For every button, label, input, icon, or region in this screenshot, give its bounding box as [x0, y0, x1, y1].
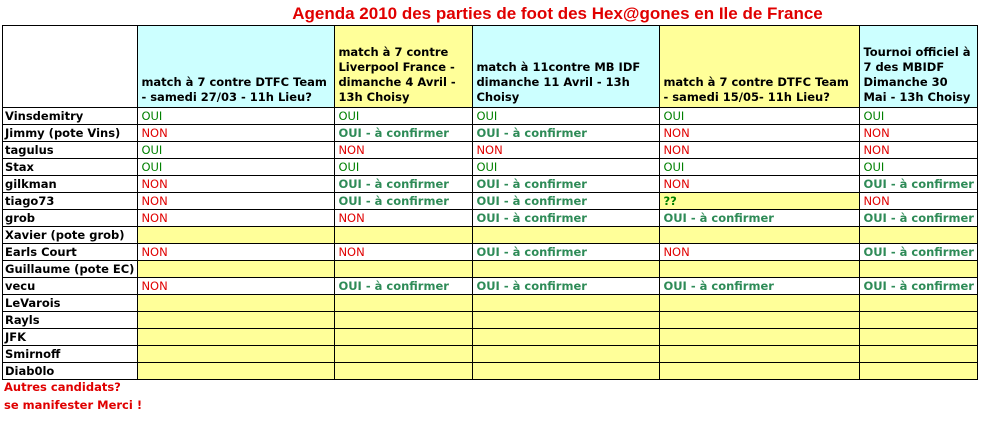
player-name-cell[interactable]: Rayls [3, 312, 138, 329]
footer-line-1: Autres candidats? [4, 380, 121, 394]
player-name-cell[interactable]: tiago73 [3, 193, 138, 210]
availability-cell[interactable] [138, 329, 335, 346]
availability-cell[interactable] [660, 329, 860, 346]
availability-cell[interactable]: NON [335, 244, 473, 261]
availability-cell[interactable]: OUI - à confirmer [473, 210, 660, 227]
availability-cell[interactable] [138, 312, 335, 329]
availability-cell[interactable] [335, 329, 473, 346]
table-row [3, 193, 978, 210]
availability-cell[interactable] [860, 227, 978, 244]
availability-cell[interactable] [473, 346, 660, 363]
availability-cell[interactable] [138, 261, 335, 278]
availability-cell[interactable]: OUI - à confirmer [860, 176, 978, 193]
availability-cell[interactable]: OUI - à confirmer [860, 210, 978, 227]
availability-cell[interactable]: NON [138, 176, 335, 193]
table-row [3, 210, 978, 227]
table-row [3, 346, 978, 363]
availability-cell[interactable]: OUI - à confirmer [660, 210, 860, 227]
availability-cell[interactable]: NON [660, 142, 860, 159]
availability-cell[interactable]: OUI - à confirmer [335, 193, 473, 210]
availability-cell[interactable]: OUI [860, 159, 978, 176]
availability-cell[interactable]: OUI [473, 108, 660, 125]
availability-cell[interactable]: OUI [335, 108, 473, 125]
availability-cell[interactable]: OUI - à confirmer [473, 176, 660, 193]
availability-cell[interactable] [860, 312, 978, 329]
column-header[interactable]: match à 7 contre DTFC Team - samedi 27/03 - 11h Lieu? [138, 26, 335, 108]
availability-cell[interactable]: OUI - à confirmer [860, 278, 978, 295]
player-name-cell[interactable]: vecu [3, 278, 138, 295]
availability-cell[interactable] [138, 227, 335, 244]
table-row [3, 159, 978, 176]
availability-cell[interactable]: ?? [660, 193, 860, 210]
table-row [3, 176, 978, 193]
table-row [3, 261, 978, 278]
availability-cell[interactable] [860, 295, 978, 312]
table-row [3, 125, 978, 142]
availability-cell[interactable] [860, 363, 978, 380]
player-name-cell[interactable]: Earls Court [3, 244, 138, 261]
player-name-cell[interactable]: Vinsdemitry [3, 108, 138, 125]
header-row [3, 26, 978, 108]
player-name-cell[interactable]: Smirnoff [3, 346, 138, 363]
availability-cell[interactable]: OUI - à confirmer [473, 278, 660, 295]
availability-cell[interactable] [335, 261, 473, 278]
availability-cell[interactable]: OUI [660, 159, 860, 176]
availability-cell[interactable]: NON [860, 142, 978, 159]
availability-cell[interactable]: OUI [660, 108, 860, 125]
player-name-cell[interactable]: gilkman [3, 176, 138, 193]
availability-cell[interactable]: OUI - à confirmer [473, 244, 660, 261]
footer-line-2: se manifester Merci ! [4, 398, 143, 412]
table-row [3, 142, 978, 159]
table-row [3, 312, 978, 329]
availability-cell[interactable]: NON [473, 142, 660, 159]
availability-cell[interactable]: OUI [138, 159, 335, 176]
availability-cell[interactable]: OUI [138, 108, 335, 125]
column-header[interactable]: match à 7 contre DTFC Team - samedi 15/05- 11h Lieu? [660, 26, 860, 108]
availability-cell[interactable] [660, 312, 860, 329]
availability-cell[interactable] [660, 346, 860, 363]
availability-cell[interactable] [335, 346, 473, 363]
availability-cell[interactable] [473, 295, 660, 312]
agenda-table [2, 25, 978, 380]
availability-cell[interactable]: OUI [335, 159, 473, 176]
availability-cell[interactable]: NON [138, 278, 335, 295]
table-row [3, 227, 978, 244]
availability-cell[interactable] [335, 295, 473, 312]
player-name-cell[interactable]: Guillaume (pote EC) [3, 261, 138, 278]
availability-cell[interactable] [473, 227, 660, 244]
availability-cell[interactable]: OUI - à confirmer [335, 176, 473, 193]
availability-cell[interactable]: NON [138, 244, 335, 261]
availability-cell[interactable]: NON [138, 125, 335, 142]
availability-cell[interactable] [138, 363, 335, 380]
availability-cell[interactable]: OUI [138, 142, 335, 159]
table-row [3, 295, 978, 312]
availability-cell[interactable] [860, 329, 978, 346]
availability-cell[interactable] [473, 329, 660, 346]
availability-cell[interactable]: NON [860, 193, 978, 210]
table-row [3, 244, 978, 261]
availability-cell[interactable] [860, 346, 978, 363]
availability-cell[interactable]: NON [860, 125, 978, 142]
player-name-cell[interactable]: tagulus [3, 142, 138, 159]
availability-cell[interactable] [473, 312, 660, 329]
availability-cell[interactable] [660, 227, 860, 244]
availability-cell[interactable] [660, 261, 860, 278]
availability-cell[interactable]: OUI - à confirmer [335, 278, 473, 295]
availability-cell[interactable]: NON [138, 193, 335, 210]
availability-cell[interactable] [138, 295, 335, 312]
availability-cell[interactable]: OUI [860, 108, 978, 125]
availability-cell[interactable] [335, 312, 473, 329]
availability-cell[interactable]: OUI - à confirmer [660, 278, 860, 295]
availability-cell[interactable]: NON [660, 176, 860, 193]
availability-cell[interactable]: OUI - à confirmer [473, 125, 660, 142]
player-name-cell[interactable]: Xavier (pote grob) [3, 227, 138, 244]
player-name-cell[interactable]: Jimmy (pote Vins) [3, 125, 138, 142]
availability-cell[interactable]: NON [660, 125, 860, 142]
corner-cell[interactable] [3, 26, 138, 108]
availability-cell[interactable]: OUI - à confirmer [335, 125, 473, 142]
player-name-cell[interactable]: Stax [3, 159, 138, 176]
column-header[interactable]: match à 11contre MB IDF dimanche 11 Avril - 13h Choisy [473, 26, 660, 108]
player-name-cell[interactable]: grob [3, 210, 138, 227]
table-row [3, 278, 978, 295]
availability-cell[interactable] [660, 363, 860, 380]
table-row [3, 329, 978, 346]
availability-cell[interactable] [473, 261, 660, 278]
table-row [3, 363, 978, 380]
availability-cell[interactable]: NON [335, 142, 473, 159]
column-header[interactable]: match à 7 contre Liverpool France - dimanche 4 Avril - 13h Choisy [335, 26, 473, 108]
player-name-cell[interactable]: Diab0lo [3, 363, 138, 380]
column-header[interactable]: Tournoi officiel à 7 des MBIDF Dimanche 30 Mai - 13h Choisy [860, 26, 978, 108]
availability-cell[interactable]: NON [660, 244, 860, 261]
availability-cell[interactable]: OUI - à confirmer [473, 193, 660, 210]
availability-cell[interactable]: NON [138, 210, 335, 227]
availability-cell[interactable]: NON [335, 210, 473, 227]
availability-cell[interactable] [335, 227, 473, 244]
availability-cell[interactable] [860, 261, 978, 278]
player-name-cell[interactable]: JFK [3, 329, 138, 346]
availability-cell[interactable]: OUI [473, 159, 660, 176]
availability-cell[interactable] [335, 363, 473, 380]
player-name-cell[interactable]: LeVarois [3, 295, 138, 312]
table-row [3, 108, 978, 125]
availability-cell[interactable] [473, 363, 660, 380]
availability-cell[interactable] [138, 346, 335, 363]
availability-cell[interactable] [660, 295, 860, 312]
sheet-title: Agenda 2010 des parties de foot des Hex@gones en Ile de France [292, 4, 823, 23]
availability-cell[interactable]: OUI - à confirmer [860, 244, 978, 261]
